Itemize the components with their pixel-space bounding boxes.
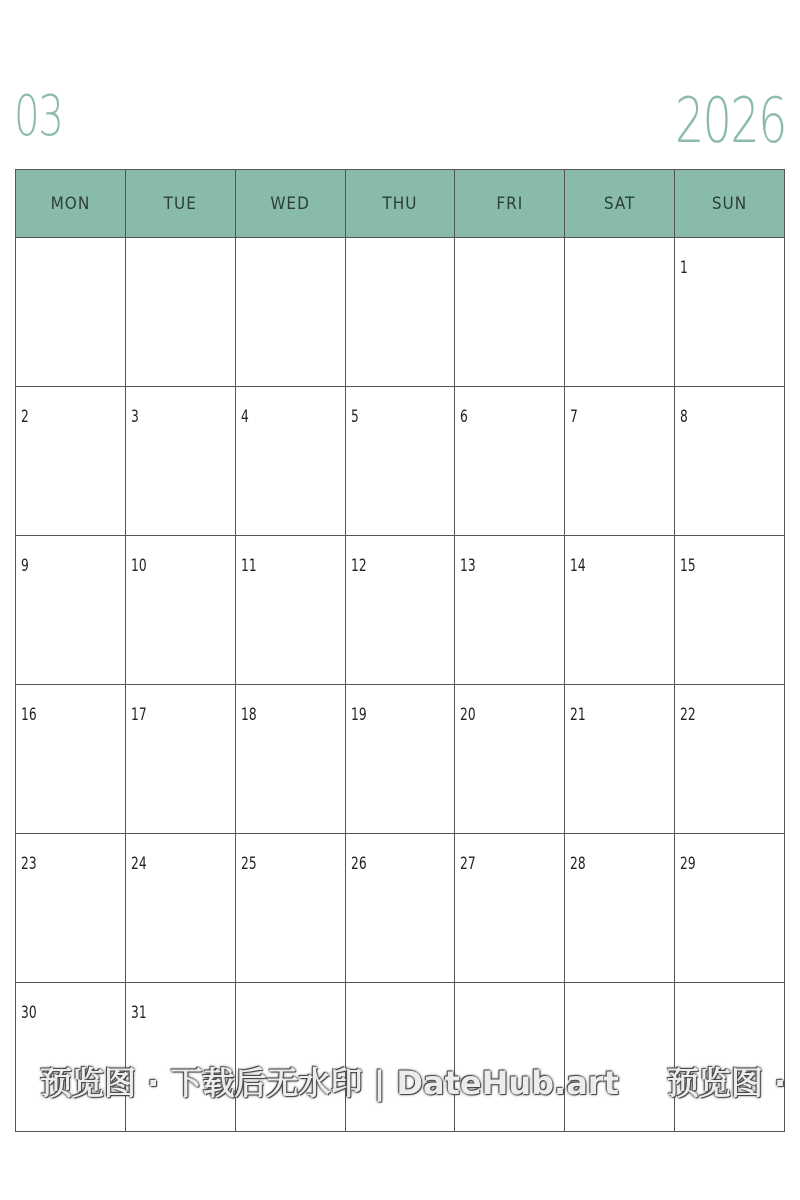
weekday-header-row [16, 170, 785, 238]
watermark [40, 1058, 786, 1104]
day-number: 19 [350, 705, 367, 725]
day-number: 31 [130, 1003, 147, 1023]
day-number [236, 238, 314, 258]
day-number: 12 [350, 556, 367, 576]
day-number: 26 [350, 854, 367, 874]
day-cell[interactable] [125, 238, 235, 387]
day-number [16, 238, 94, 258]
weekday-thu: THU [345, 170, 455, 238]
day-cell[interactable] [565, 983, 675, 1132]
day-number: 2 [21, 407, 29, 427]
day-number [455, 983, 533, 1003]
day-cell[interactable] [345, 834, 455, 983]
day-cell[interactable] [675, 983, 785, 1132]
day-number: 11 [240, 556, 257, 576]
day-cell[interactable] [235, 685, 345, 834]
day-cell[interactable] [675, 238, 785, 387]
day-number [126, 238, 204, 258]
week-row [16, 536, 785, 685]
day-cell[interactable] [455, 536, 565, 685]
week-row [16, 387, 785, 536]
year-label: 2026 [675, 84, 786, 157]
day-number: 21 [570, 705, 586, 725]
day-cell[interactable] [675, 536, 785, 685]
day-number: 29 [680, 854, 696, 874]
day-cell[interactable] [675, 387, 785, 536]
day-cell[interactable] [565, 685, 675, 834]
day-cell[interactable] [235, 536, 345, 685]
day-cell[interactable] [16, 536, 126, 685]
day-number: 7 [570, 407, 579, 427]
day-number [236, 983, 314, 1003]
day-number: 13 [460, 556, 476, 576]
watermark-text-repeat: 预览图 · [666, 1064, 787, 1102]
day-number: 25 [240, 854, 257, 874]
day-number: 14 [570, 556, 586, 576]
day-number: 20 [460, 705, 476, 725]
day-cell[interactable] [345, 387, 455, 536]
day-cell[interactable] [565, 238, 675, 387]
day-cell[interactable] [565, 536, 675, 685]
day-number: 28 [570, 854, 586, 874]
day-number: 5 [350, 407, 359, 427]
day-cell[interactable] [16, 834, 126, 983]
day-number: 18 [240, 705, 257, 725]
day-number [675, 983, 753, 1003]
day-number: 23 [21, 854, 37, 874]
day-number: 1 [680, 258, 688, 278]
day-cell[interactable] [565, 387, 675, 536]
day-cell[interactable] [345, 685, 455, 834]
day-number: 10 [130, 556, 147, 576]
day-cell[interactable] [455, 834, 565, 983]
day-cell[interactable] [235, 387, 345, 536]
week-row [16, 238, 785, 387]
day-cell[interactable] [455, 238, 565, 387]
day-cell[interactable] [235, 834, 345, 983]
weekday-wed: WED [235, 170, 345, 238]
day-cell[interactable] [125, 685, 235, 834]
day-cell[interactable] [125, 983, 235, 1132]
watermark-text: 预览图 · 下载后无水印 | DateHub.art [40, 1064, 619, 1102]
weekday-fri: FRI [455, 170, 565, 238]
day-cell[interactable] [675, 834, 785, 983]
weekday-tue: TUE [125, 170, 235, 238]
day-cell[interactable] [455, 387, 565, 536]
week-row [16, 834, 785, 983]
day-number: 16 [21, 705, 37, 725]
day-cell[interactable] [125, 834, 235, 983]
day-number [346, 238, 424, 258]
weekday-sun: SUN [675, 170, 785, 238]
day-cell[interactable] [455, 685, 565, 834]
day-number [346, 983, 424, 1003]
day-number: 3 [130, 407, 139, 427]
day-cell[interactable] [345, 238, 455, 387]
day-cell[interactable] [125, 387, 235, 536]
weekday-mon: MON [16, 170, 126, 238]
calendar-grid [15, 169, 785, 1132]
day-number [455, 238, 533, 258]
day-cell[interactable] [345, 536, 455, 685]
day-number: 24 [130, 854, 147, 874]
day-number: 6 [460, 407, 469, 427]
day-number: 15 [680, 556, 696, 576]
day-number: 9 [21, 556, 29, 576]
day-number: 30 [21, 1003, 37, 1023]
day-cell[interactable] [235, 983, 345, 1132]
day-cell[interactable] [565, 834, 675, 983]
day-cell[interactable] [345, 983, 455, 1132]
day-cell[interactable] [675, 685, 785, 834]
day-cell[interactable] [16, 983, 126, 1132]
day-number: 17 [130, 705, 147, 725]
day-cell[interactable] [455, 983, 565, 1132]
week-row [16, 685, 785, 834]
day-cell[interactable] [125, 536, 235, 685]
day-number: 8 [680, 407, 688, 427]
week-row [16, 983, 785, 1132]
day-number: 22 [680, 705, 696, 725]
day-cell[interactable] [16, 685, 126, 834]
day-number: 4 [240, 407, 249, 427]
weekday-sat: SAT [565, 170, 675, 238]
month-number: 03 [14, 84, 63, 149]
day-cell[interactable] [235, 238, 345, 387]
day-cell[interactable] [16, 387, 126, 536]
day-cell[interactable] [16, 238, 126, 387]
day-number: 27 [460, 854, 476, 874]
calendar-body [16, 238, 785, 1132]
day-number [565, 983, 643, 1003]
day-number [565, 238, 643, 258]
